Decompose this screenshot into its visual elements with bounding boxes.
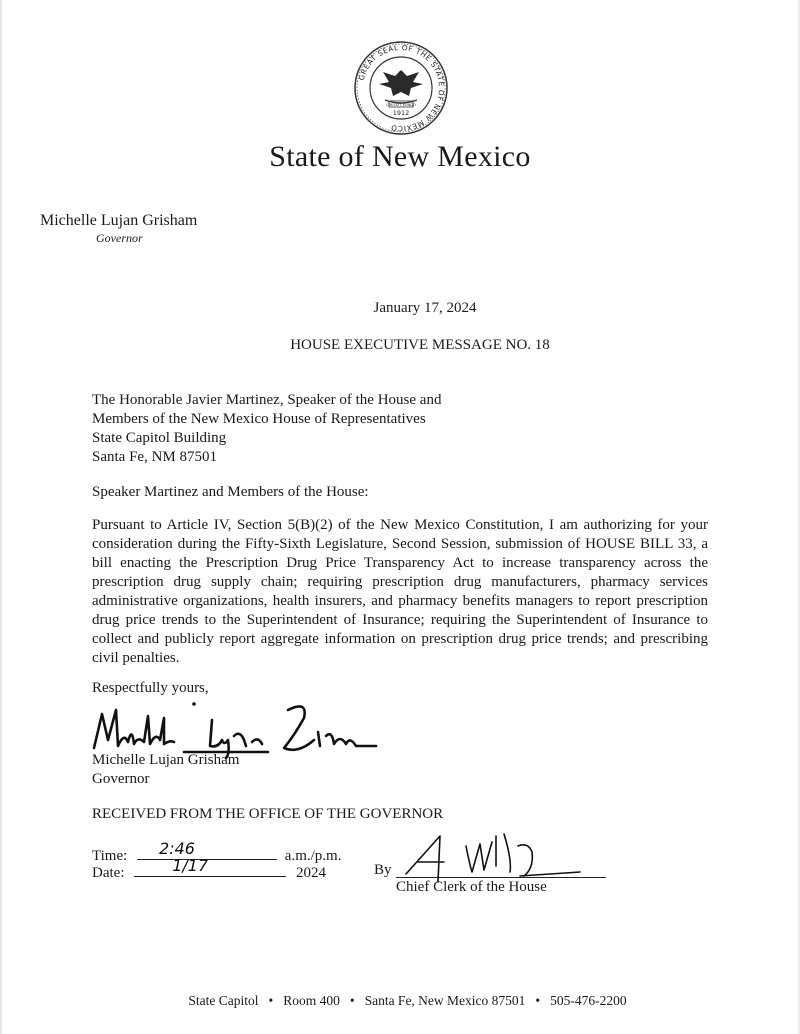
date-year: 2024	[295, 865, 326, 881]
recipient-address	[92, 391, 441, 467]
by-label: By	[374, 862, 392, 878]
message-title: HOUSE EXECUTIVE MESSAGE NO. 18	[290, 337, 550, 353]
time-value: 2:46	[159, 839, 195, 858]
address-line: Members of the New Mexico House of Representatives	[92, 411, 426, 427]
message-body: Pursuant to Article IV, Section 5(B)(2) of the New Mexico Constitution, I am authorizing for your consideration during the Fifty-Sixth Legislature, Second Session, submission of HOUSE BILL 33, a bill enacting the Prescription Drug Price Transparency Act to increase transparency across the prescription drug supply chain; requiring prescription drug manufacturers, pharmacy services administrative organizations, health insurers, and pharmacy benefits managers to report prescription drug price trends to the Superintendent of Insurance; requiring the Superintendent of Insurance to collect and publicly report aggregate information on prescription drug price trends; and prescribing civil penalties.	[92, 517, 708, 666]
footer-separator: •	[349, 993, 355, 1008]
footer-city: Santa Fe, New Mexico 87501	[364, 993, 526, 1008]
letter-date: January 17, 2024	[373, 300, 477, 316]
receipt-heading: RECEIVED FROM THE OFFICE OF THE GOVERNOR	[92, 806, 444, 822]
signature-title: Governor	[92, 771, 150, 787]
time-suffix: a.m./p.m.	[284, 848, 342, 864]
address-line: State Capitol Building	[92, 430, 227, 446]
address-line: The Honorable Javier Martinez, Speaker of the House and	[92, 392, 442, 408]
state-seal-graphic	[353, 40, 449, 136]
address-line: Santa Fe, NM 87501	[92, 449, 217, 465]
footer-room: Room 400	[283, 993, 340, 1008]
svg-text:GREAT SEAL OF THE STATE OF NEW: GREAT SEAL OF THE STATE OF NEW MEXICO	[356, 42, 447, 134]
salutation: Speaker Martinez and Members of the House:	[92, 484, 369, 500]
signature-name: Michelle Lujan Grisham	[92, 752, 240, 768]
footer-phone: 505-476-2200	[550, 993, 627, 1008]
state-seal	[353, 40, 449, 136]
footer-separator: •	[535, 993, 541, 1008]
governor-name: Michelle Lujan Grisham	[40, 212, 198, 229]
date-value: 1/17	[172, 856, 209, 875]
date-label: Date:	[92, 865, 125, 881]
governor-title: Governor	[96, 231, 143, 245]
svg-text:CRESCIT EUNDO: CRESCIT EUNDO	[386, 103, 416, 107]
date-field	[134, 856, 286, 877]
time-label: Time:	[92, 848, 128, 864]
closing: Respectfully yours,	[92, 680, 209, 696]
svg-text:1912: 1912	[392, 109, 410, 117]
clerk-label: Chief Clerk of the House	[396, 879, 547, 895]
footer-separator: •	[268, 993, 274, 1008]
letterhead-footer	[0, 993, 800, 1009]
footer-address: State Capitol	[188, 993, 259, 1008]
state-title: State of New Mexico	[269, 140, 531, 173]
clerk-signature-graphic	[400, 816, 590, 888]
